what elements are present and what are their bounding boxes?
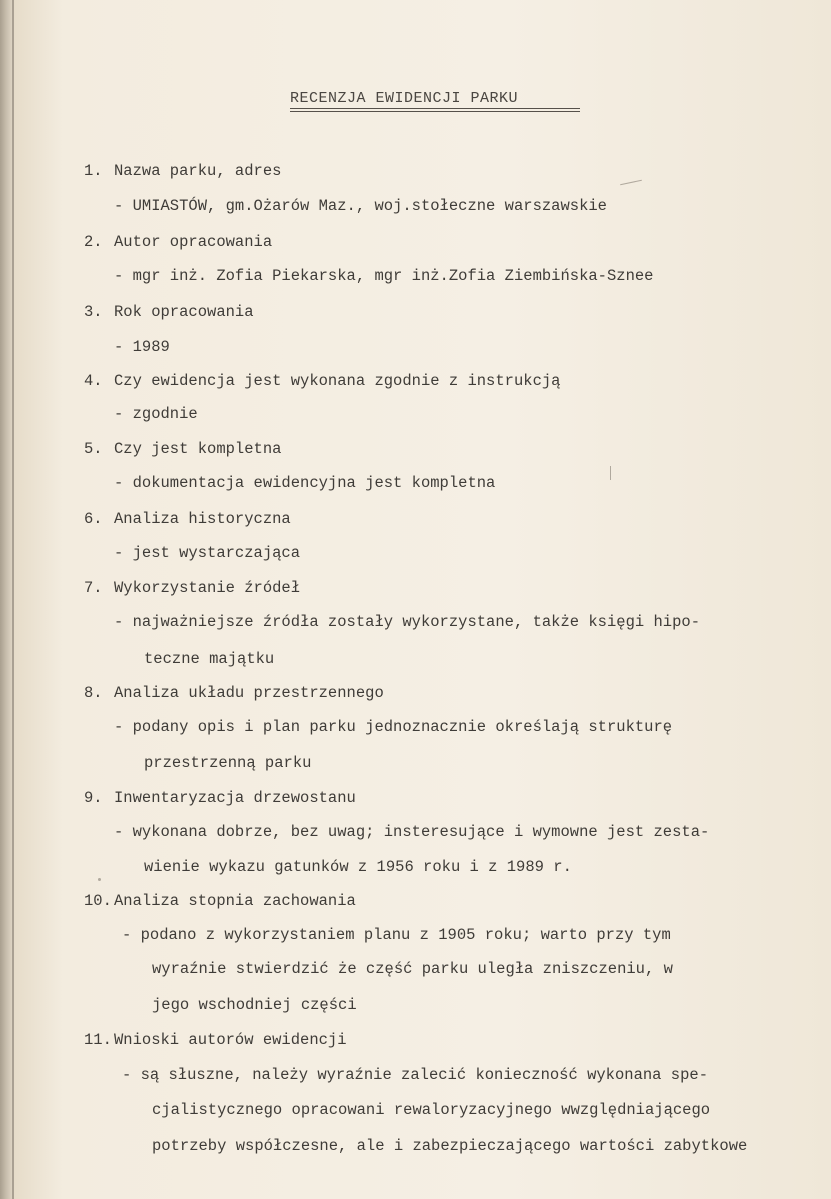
section-number: 5. [84,440,103,458]
section-title: Autor opracowania [114,233,273,251]
section-title: Inwentaryzacja drzewostanu [114,789,356,807]
section-title: Czy jest kompletna [114,440,282,458]
section-title: Czy ewidencja jest wykonana zgodnie z instrukcją [114,372,561,390]
section-7-answer-line-2: teczne majątku [144,650,275,668]
section-9-answer-line-2: wienie wykazu gatunków z 1956 roku i z 1989 r. [144,858,572,876]
section-8-answer-line-1: - podany opis i plan parku jednoznacznie określają strukturę [114,718,673,736]
section-3-answer-line-1: - 1989 [114,338,170,356]
section-11-answer-line-3: potrzeby współczesne, ale i zabezpieczającego wartości zabytkowe [152,1137,748,1155]
pencil-dot [98,878,101,881]
section-8-answer-line-2: przestrzenną parku [144,754,312,772]
document-title: RECENZJA EWIDENCJI PARKU [290,90,519,107]
section-8-heading [84,684,384,702]
section-10-answer-line-1: - podano z wykorzystaniem planu z 1905 roku; warto przy tym [122,926,671,944]
section-title: Wykorzystanie źródeł [114,579,301,597]
section-2-heading [84,233,272,251]
section-11-answer-line-2: cjalistycznego opracowani rewaloryzacyjnego wwzględniającego [152,1101,711,1119]
section-number: 4. [84,372,103,390]
section-6-heading [84,510,291,528]
section-10-answer-line-2: wyraźnie stwierdzić że część parku uległa zniszczeniu, w [152,960,673,978]
section-1-heading [84,162,281,180]
section-number: 11. [84,1031,112,1049]
section-number: 3. [84,303,103,321]
section-9-heading [84,789,356,807]
section-number: 2. [84,233,103,251]
section-number: 8. [84,684,103,702]
section-4-answer-line-1: - zgodnie [114,405,198,423]
section-title: Rok opracowania [114,303,254,321]
section-1-answer-line-1: - UMIASTÓW, gm.Ożarów Maz., woj.stołeczne warszawskie [114,197,607,215]
section-7-heading [84,579,300,597]
section-10-heading [84,892,356,910]
section-7-answer-line-1: - najważniejsze źródła zostały wykorzystane, także księgi hipo- [114,613,700,631]
section-number: 1. [84,162,103,180]
section-number: 9. [84,789,103,807]
pencil-mark [610,466,611,480]
section-number: 6. [84,510,103,528]
section-3-heading [84,303,254,321]
section-2-answer-line-1: - mgr inż. Zofia Piekarska, mgr inż.Zofia Ziembińska-Sznee [114,267,654,285]
section-9-answer-line-1: - wykonana dobrze, bez uwag; insteresujące i wymowne jest zesta- [114,823,710,841]
section-5-answer-line-1: - dokumentacja ewidencyjna jest kompletna [114,474,496,492]
section-title: Analiza historyczna [114,510,291,528]
pencil-mark [620,180,642,186]
section-number: 10. [84,892,112,910]
title-underline [290,108,580,112]
binder-strip [0,0,12,1199]
section-title: Nazwa parku, adres [114,162,282,180]
section-number: 7. [84,579,103,597]
document-page [14,0,831,1199]
section-10-answer-line-3: jego wschodniej części [152,996,357,1014]
section-4-heading [84,372,560,390]
section-title: Wnioski autorów ewidencji [114,1031,347,1049]
section-6-answer-line-1: - jest wystarczająca [114,544,301,562]
section-11-heading [84,1031,347,1049]
section-11-answer-line-1: - są słuszne, należy wyraźnie zalecić konieczność wykonana spe- [122,1066,708,1084]
section-5-heading [84,440,281,458]
section-title: Analiza układu przestrzennego [114,684,384,702]
section-title: Analiza stopnia zachowania [114,892,356,910]
